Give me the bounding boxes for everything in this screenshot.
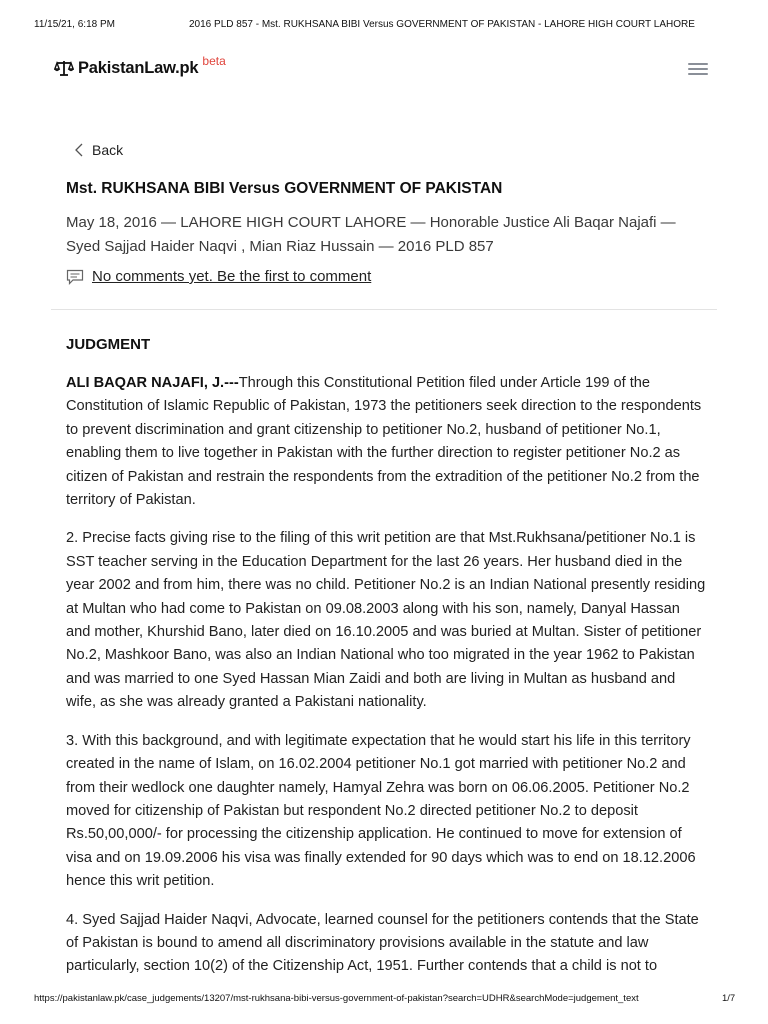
paragraph-4: 4. Syed Sajjad Haider Naqvi, Advocate, learned counsel for the petitioners contends that the State of Pakistan is bound to amend all discriminatory provisions available in the statute and law particularly, section 10(2) of the Citizenship Act, 1951. Further contends that a child is not to bbox=[66, 911, 699, 975]
print-footer bbox=[0, 990, 768, 1010]
print-date: 11/15/21, 6:18 PM bbox=[34, 19, 115, 30]
paragraph-2: 2. Precise facts giving rise to the filing of this writ petition are that Mst.Rukhsana/petitioner No.1 is SST teacher serving in the Education Department for the last 26 years. Her husband died in the year 2002 and from him, there was no child. Petitioner No.2 is an Indian National presently residing at Multan who had come to Pakistan on 09.08.2003 along with his son, namely, Danyal Hassan and mother, Khurshid Bano, later died on 16.10.2005 and was buried at Multan. Sister of petitioner No.2, Mashkoor Bano, was also an Indian National who too migrated in the year 1962 to Pakistan and was married to one Syed Hassan Mian Zaidi and both are living in Multan as husband and wife, as she was already granted a Pakistani nationality. bbox=[66, 530, 706, 711]
paragraph-1-text: Through this Constitutional Petition filed under Article 199 of the Constitution of Islamic Republic of Pakistan, 1973 the petitioners seek direction to the respondents to prevent discrimination and grant citizenship to petitioner No.2, husband of petitioner No.1, enabling them to live together in Pakistan with the further direction to register petitioner No.2 as citizen of Pakistan and restrain the respondents from the extradition of the petitioner No.2 from the territory of Pakistan. bbox=[66, 375, 702, 509]
judge-name: ALI BAQAR NAJAFI, J.--- bbox=[66, 375, 239, 391]
paragraph-1 bbox=[66, 372, 706, 512]
comments-link-text: No comments yet. Be the first to comment bbox=[92, 268, 372, 285]
judgment-heading: JUDGMENT bbox=[66, 336, 151, 353]
print-url: https://pakistanlaw.pk/case_judgements/13207/mst-rukhsana-bibi-versus-government-of-pakistan?search=UDHR&searchMode=judgement_text bbox=[34, 993, 639, 1004]
back-link[interactable] bbox=[74, 142, 123, 158]
back-label: Back bbox=[92, 142, 124, 158]
top-navbar bbox=[0, 52, 768, 88]
scales-icon bbox=[54, 58, 74, 78]
comments-link[interactable] bbox=[66, 268, 371, 285]
beta-badge: beta bbox=[202, 54, 226, 68]
site-logo[interactable] bbox=[54, 54, 226, 78]
print-title: 2016 PLD 857 - Mst. RUKHSANA BIBI Versus GOVERNMENT OF PAKISTAN - LAHORE HIGH COURT LAHORE bbox=[189, 19, 695, 30]
print-header bbox=[0, 0, 768, 34]
case-meta: May 18, 2016 — LAHORE HIGH COURT LAHORE — Honorable Justice Ali Baqar Najafi — Syed Sajjad Haider Naqvi , Mian Riaz Hussain — 2016 PLD 857 bbox=[66, 214, 676, 255]
divider bbox=[51, 309, 717, 310]
comment-icon bbox=[66, 269, 84, 285]
case-title: Mst. RUKHSANA BIBI Versus GOVERNMENT OF PAKISTAN bbox=[66, 180, 503, 197]
hamburger-menu-icon[interactable] bbox=[688, 60, 708, 78]
logo-text: PakistanLaw.pk bbox=[78, 58, 199, 77]
chevron-left-icon bbox=[74, 143, 84, 157]
page-number: 1/7 bbox=[722, 993, 736, 1004]
judgment-body bbox=[66, 372, 706, 994]
paragraph-3: 3. With this background, and with legitimate expectation that he would start his life in this territory created in the name of Islam, on 16.02.2004 petitioner No.1 got married with petitioner No.2 and from their wedlock one daughter namely, Hamyal Zehra was born on 06.06.2005. Petitioner No.2 moved for citizenship of Pakistan but respondent No.2 directed petitioner No.2 to deposit Rs.50,00,000/- for processing the citizenship application. He continued to move for extension of visa and on 19.09.2006 his visa was finally extended for 90 days which was to end on 18.12.2006 hence this writ petition. bbox=[66, 732, 696, 890]
